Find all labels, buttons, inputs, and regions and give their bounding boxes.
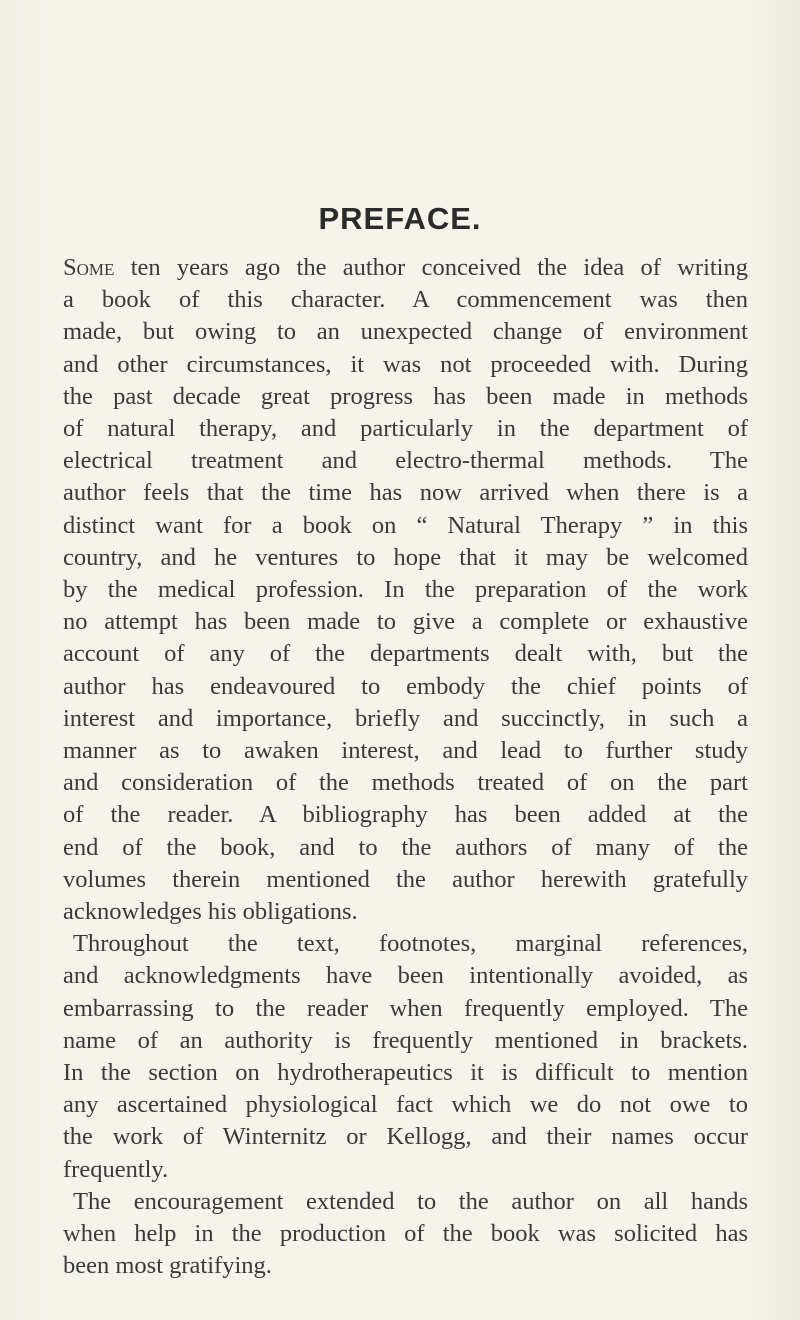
- text-line: the work of Winternitz or Kellogg, and their names occur: [63, 1123, 748, 1151]
- text-line: The encouragement extended to the author on all hands: [73, 1187, 748, 1215]
- text-line: and acknowledgments have been intentionally avoided, as: [63, 962, 748, 990]
- paragraph-3: [63, 1186, 748, 1283]
- text-line: been most gratifying.: [63, 1252, 272, 1280]
- text-line: any ascertained physiological fact which we do not owe to: [63, 1091, 748, 1119]
- text-line: acknowledges his obligations.: [63, 898, 358, 926]
- text-line: distinct want for a book on “ Natural Therapy ” in this: [63, 511, 748, 539]
- text-line: end of the book, and to the authors of many of the: [63, 833, 748, 861]
- text-line: country, and he ventures to hope that it may be welcomed: [63, 543, 748, 571]
- text-line: and consideration of the methods treated of on the part: [63, 769, 748, 797]
- text-line: made, but owing to an unexpected change of environment: [63, 318, 748, 346]
- text-line: embarrassing to the reader when frequently employed. The: [63, 994, 748, 1022]
- paragraph-1: [63, 252, 748, 928]
- preface-body: [63, 252, 748, 1283]
- text-line: frequently.: [63, 1155, 169, 1183]
- text-line: of the reader. A bibliography has been added at the: [63, 801, 748, 829]
- paragraph-2: [63, 928, 748, 1186]
- text-line: electrical treatment and electro-thermal methods. The: [63, 447, 748, 475]
- text-line: account of any of the departments dealt with, but the: [63, 640, 748, 668]
- page-title: PREFACE.: [318, 201, 482, 236]
- text-line: Throughout the text, footnotes, marginal references,: [73, 930, 748, 958]
- text-line: and other circumstances, it was not proceeded with. During: [63, 350, 748, 378]
- text-line: name of an authority is frequently mentioned in brackets.: [63, 1026, 748, 1054]
- text-line: when help in the production of the book was solicited has: [63, 1220, 748, 1248]
- text-line: volumes therein mentioned the author herewith gratefully: [63, 865, 748, 893]
- text-line: Some ten years ago the author conceived the idea of writing: [63, 254, 748, 281]
- text-line: In the section on hydrotherapeutics it is difficult to mention: [63, 1059, 748, 1087]
- text-line: a book of this character. A commencement was then: [63, 286, 748, 314]
- text-line: of natural therapy, and particularly in the department of: [63, 415, 748, 443]
- text-line: no attempt has been made to give a complete or exhaustive: [63, 608, 748, 636]
- drop-word: Some: [63, 254, 115, 281]
- text-line: the past decade great progress has been made in methods: [63, 382, 748, 410]
- text-line: manner as to awaken interest, and lead to further study: [63, 737, 748, 765]
- text-line: author feels that the time has now arrived when there is a: [63, 479, 748, 507]
- text-line: by the medical profession. In the preparation of the work: [63, 576, 748, 604]
- text-line: author has endeavoured to embody the chief points of: [63, 672, 748, 700]
- text-line: interest and importance, briefly and succinctly, in such a: [63, 704, 748, 732]
